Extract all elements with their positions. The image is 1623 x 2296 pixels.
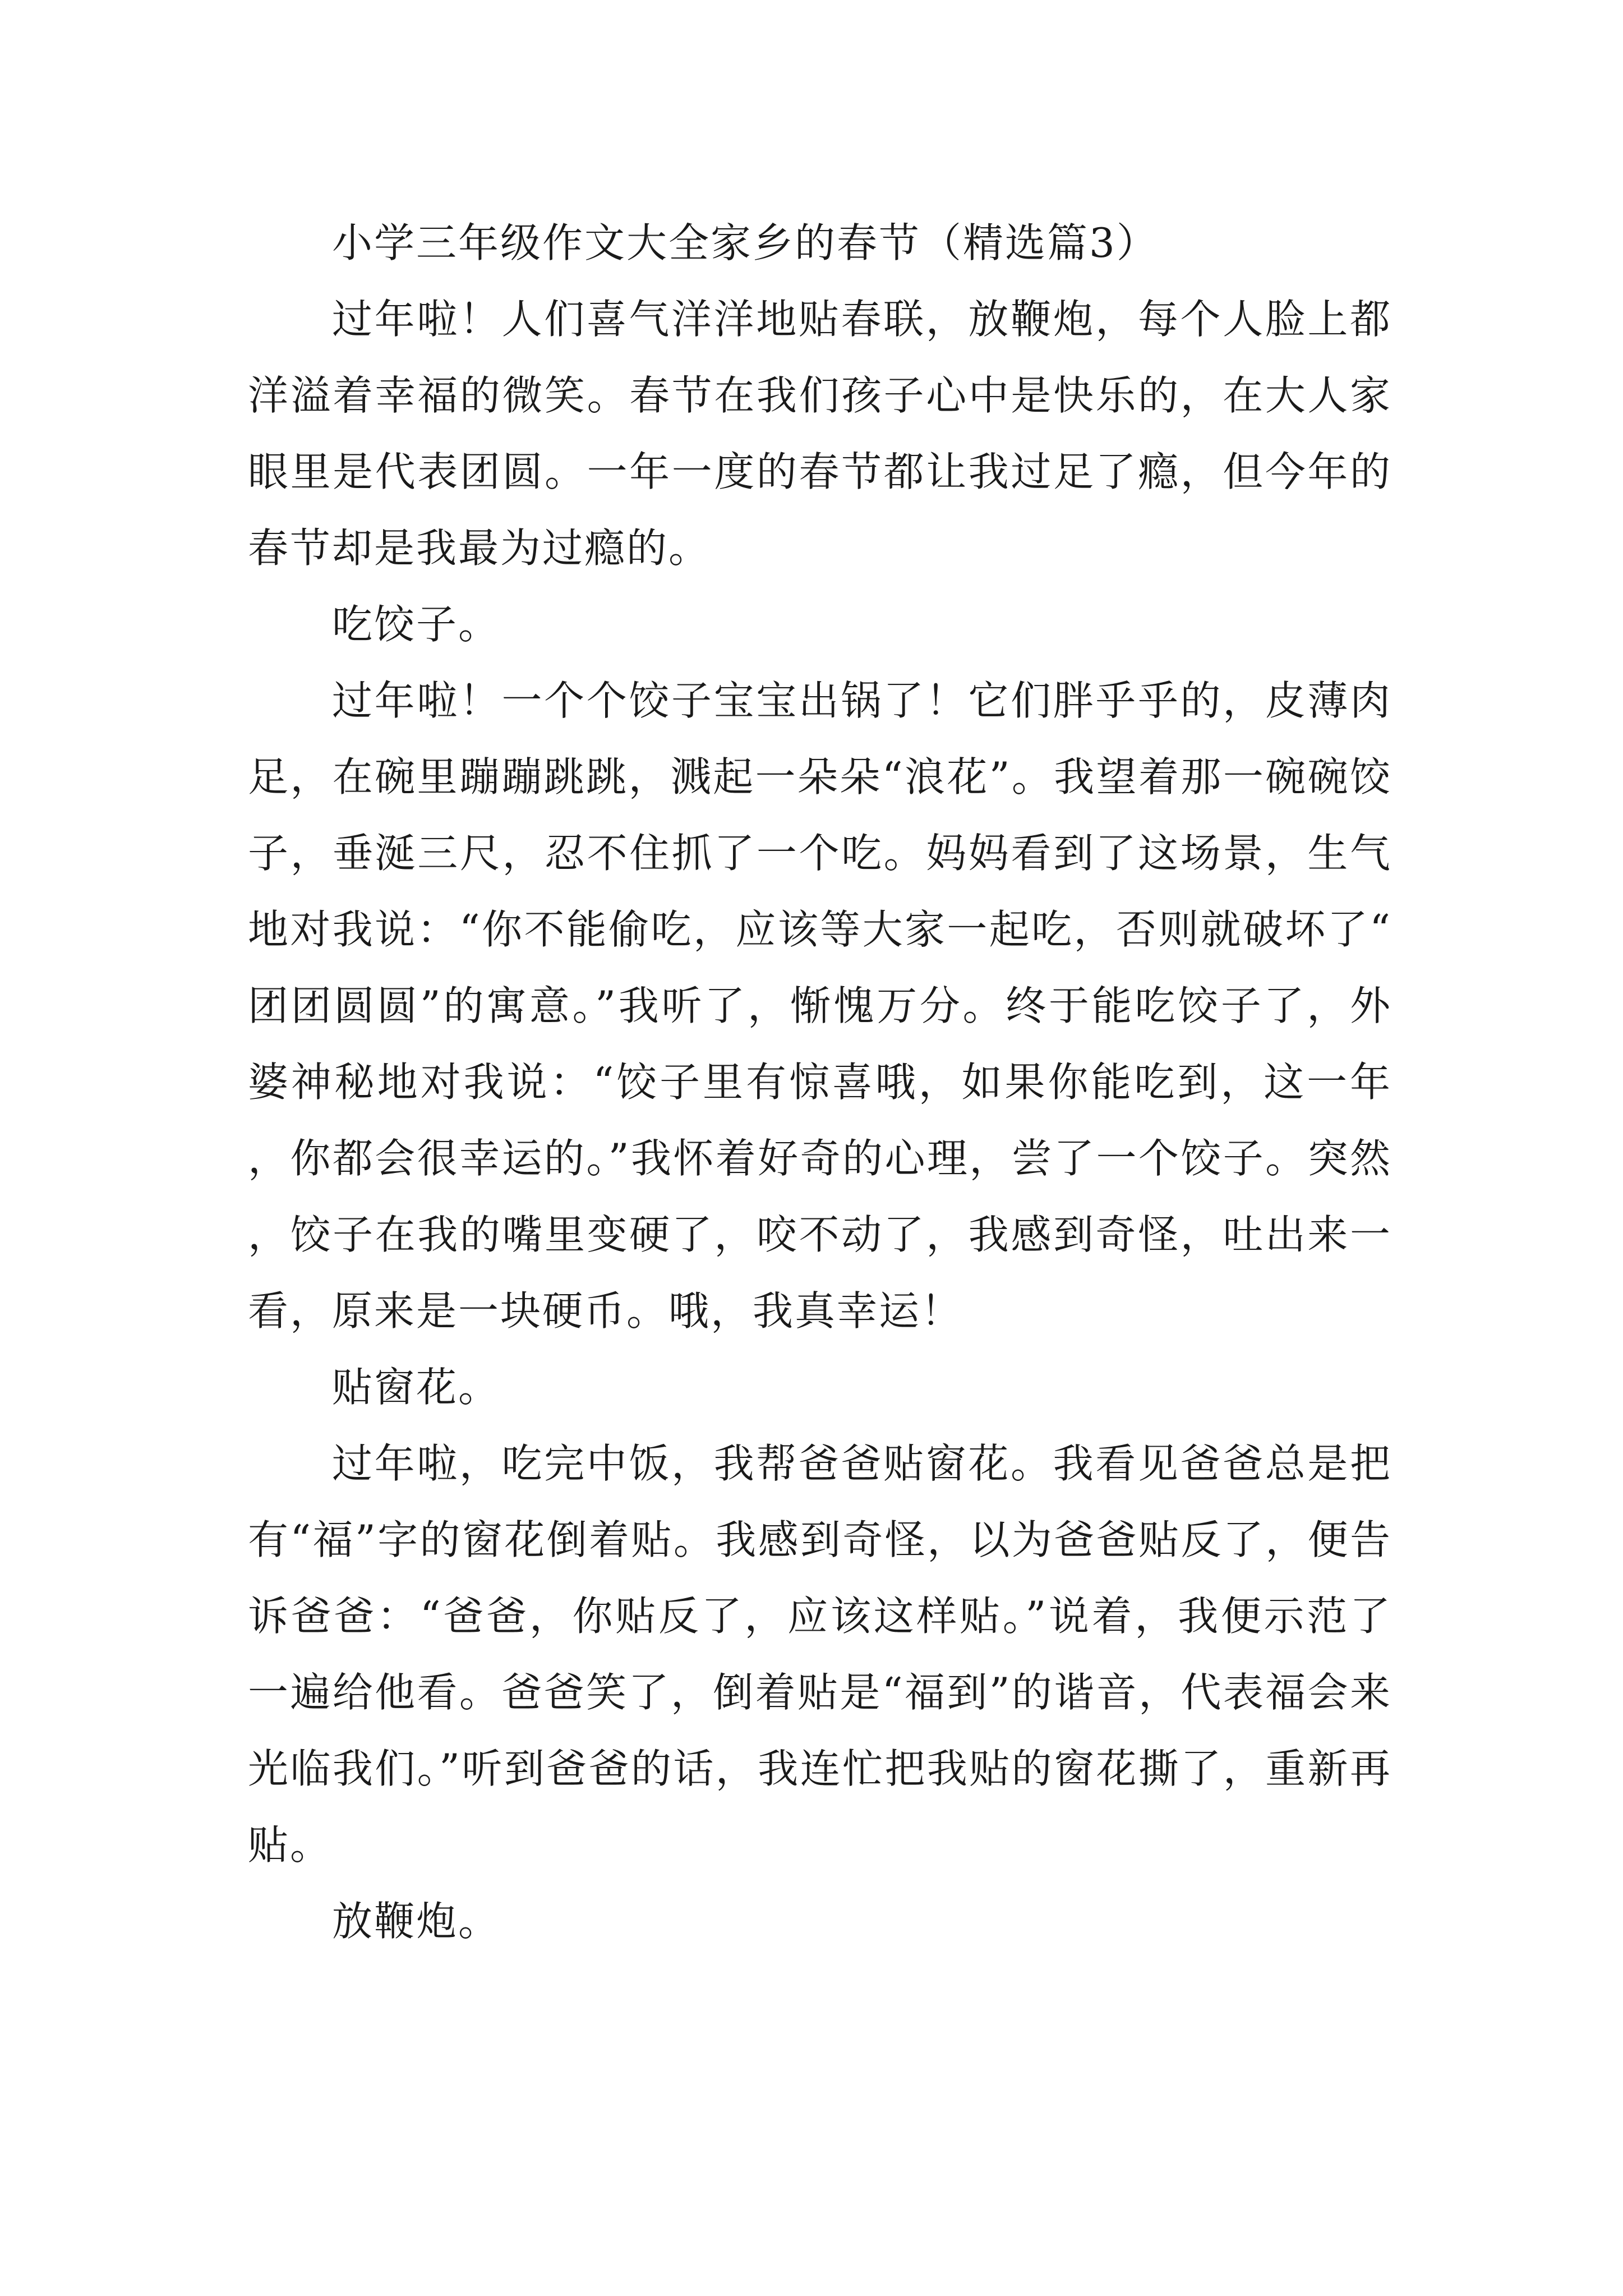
- paragraph-dumplings: 过年啦！一个个饺子宝宝出锅了！它们胖乎乎的，皮薄肉足，在碗里蹦蹦跳跳，溅起一朵朵“浪花”。我望着那一碗碗饺子，垂涎三尺，忍不住抓了一个吃。妈妈看到了这场景，生气地对我说：“你不能偷吃，应该等大家一起吃，否则就破坏了“团团圆圆”的寓意。”我听了，惭愧万分。终于能吃饺子了，外婆神秘地对我说：“饺子里有惊喜哦，如果你能吃到，这一年，你都会很幸运的。”我怀着好奇的心理，尝了一个饺子。突然，饺子在我的嘴里变硬了，咬不动了，我感到奇怪，吐出来一看，原来是一块硬币。哦，我真幸运！: [248, 677, 1392, 1335]
- paragraph-intro: 过年啦！人们喜气洋洋地贴春联，放鞭炮，每个人脸上都洋溢着幸福的微笑。春节在我们孩子心中是快乐的，在大人家眼里是代表团圆。一年一度的春节都让我过足了瘾，但今年的春节却是我最为过瘾的。: [248, 296, 1392, 572]
- section-heading-dumplings: 吃饺子。: [332, 601, 501, 648]
- document-body: [248, 205, 1392, 1959]
- paragraph-window-flowers: 过年啦，吃完中饭，我帮爸爸贴窗花。我看见爸爸总是把有“福”字的窗花倒着贴。我感到奇怪，以为爸爸贴反了，便告诉爸爸：“爸爸，你贴反了，应该这样贴。”说着，我便示范了一遍给他看。爸爸笑了，倒着贴是“福到”的谐音，代表福会来光临我们。”听到爸爸的话，我连忙把我贴的窗花撕了，重新再贴。: [248, 1440, 1392, 1869]
- document-title: 小学三年级作文大全家乡的春节（精选篇3）: [332, 219, 1159, 266]
- section-heading-window-flowers: 贴窗花。: [332, 1364, 501, 1411]
- section-heading-firecrackers: 放鞭炮。: [332, 1898, 501, 1945]
